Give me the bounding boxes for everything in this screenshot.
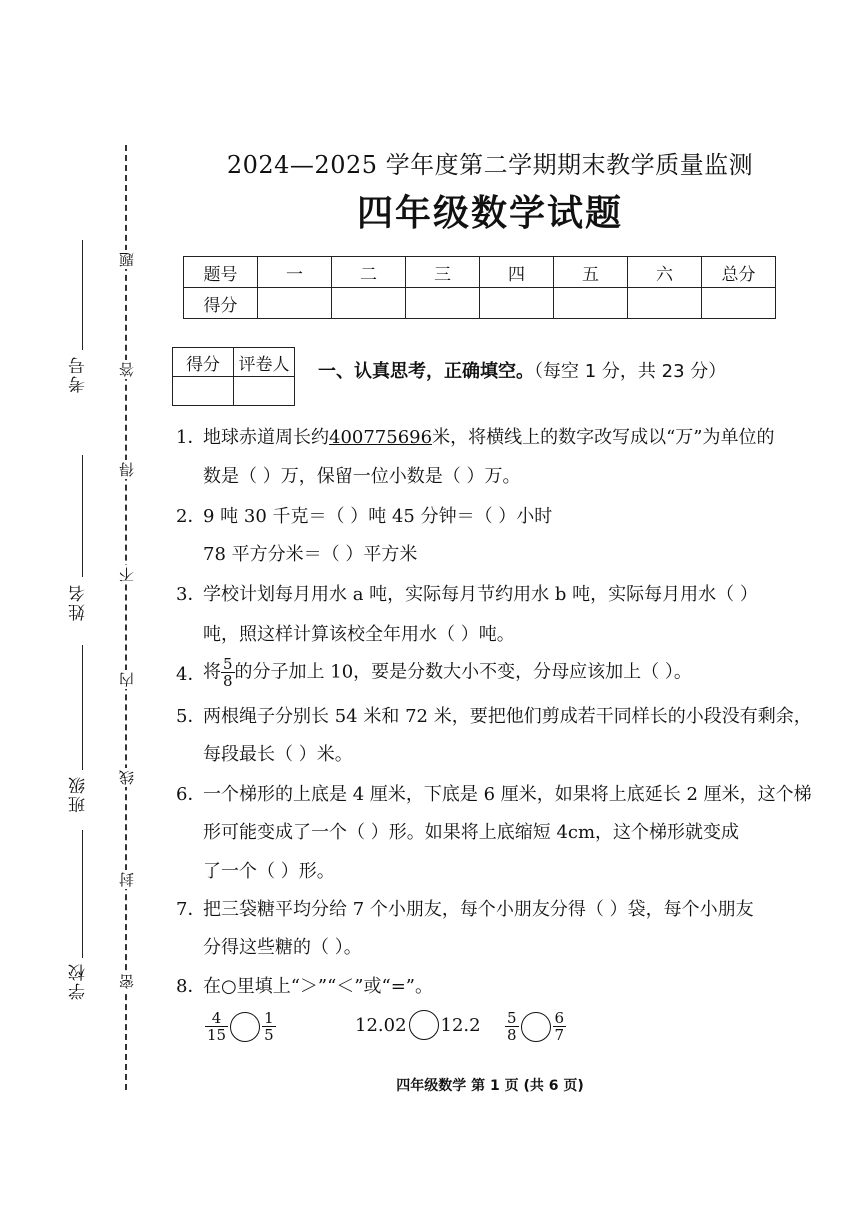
seal-dashed-line [125, 145, 127, 1090]
section-title: 一、认真思考，正确填空。 [318, 361, 534, 382]
question-number: 1． [176, 427, 206, 448]
exam-no-line [82, 240, 83, 350]
section-points: （每空 1 分，共 23 分） [534, 361, 727, 382]
score-table-score-row [184, 288, 776, 319]
grader-score-label: 得分 [173, 348, 234, 377]
question-number: 6． [176, 784, 206, 805]
answer-circle[interactable] [409, 1010, 439, 1040]
fraction-numerator: 5 [507, 1009, 517, 1027]
exam-title: 2024—2025 学年度第二学期期末教学质量监测 [226, 151, 754, 179]
score-table-cell: 一 [258, 257, 332, 288]
seal-char: 封 [118, 872, 136, 887]
question-line[interactable]: 把三袋糖平均分给 7 个小朋友，每个小朋友分得（ ）袋，每个小朋友 [203, 899, 754, 920]
question-line[interactable]: 分得这些糖的（ ）。 [203, 937, 362, 958]
comparison-1 [205, 1010, 276, 1043]
score-table-cell: 题号 [184, 257, 258, 288]
question-line: 两根绳子分别长 54 米和 72 米，要把他们剪成若干同样长的小段没有剩余， [203, 706, 812, 727]
score-entry-cell[interactable] [258, 288, 332, 319]
question-line: 一个梯形的上底是 4 厘米，下底是 6 厘米，如果将上底延长 2 厘米，这个梯 [203, 784, 812, 805]
question-line[interactable]: 9 吨 30 千克＝（ ）吨 45 分钟＝（ ）小时 [203, 506, 553, 527]
score-table [183, 256, 776, 319]
fraction-numerator: 1 [264, 1009, 274, 1027]
score-table-cell: 五 [554, 257, 628, 288]
question-line[interactable]: 78 平方分米＝（ ）平方米 [203, 544, 418, 565]
question-text: 地球赤道周长约 [203, 427, 329, 448]
fraction-denominator: 8 [507, 1026, 517, 1044]
seal-char: 线 [118, 770, 136, 785]
fraction-denominator: 5 [264, 1026, 274, 1044]
question-number: 7． [176, 899, 206, 920]
seal-char: 不 [118, 567, 136, 582]
question-line[interactable] [203, 656, 692, 689]
question-text: 米，将横线上的数字改写成以“万”为单位的 [432, 427, 775, 448]
school-label: 学校 [69, 962, 89, 1000]
name-line [82, 455, 83, 577]
score-table-cell: 四 [480, 257, 554, 288]
question-number: 3． [176, 584, 206, 605]
class-label: 班级 [69, 775, 89, 813]
question-line[interactable]: 学校计划每月用水 a 吨，实际每月节约用水 b 吨，实际每月用水（ ） [203, 584, 758, 605]
score-entry-cell[interactable] [554, 288, 628, 319]
question-line[interactable]: 形可能变成了一个（ ）形。如果将上底缩短 4cm，这个梯形就变成 [203, 822, 740, 843]
question-line[interactable]: 每段最长（ ）米。 [203, 744, 353, 765]
answer-circle[interactable] [521, 1012, 551, 1042]
seal-char: 得 [118, 462, 136, 477]
exam-no-label: 考号 [69, 355, 89, 393]
exam-subtitle: 四年级数学试题 [356, 193, 623, 234]
decimal-value: 12.2 [440, 1014, 481, 1036]
question-text: 的分子加上 10，要是分数大小不变，分母应该加上（ ）。 [234, 661, 692, 683]
class-line [82, 645, 83, 770]
fraction [262, 1010, 276, 1043]
fraction [553, 1010, 567, 1043]
question-line: 在○里填上“＞”“＜”或“=”。 [203, 976, 434, 997]
score-entry-cell[interactable] [702, 288, 776, 319]
fraction-numerator: 5 [223, 655, 233, 673]
score-entry-cell[interactable] [628, 288, 702, 319]
section-heading [318, 357, 726, 383]
score-entry-cell[interactable] [406, 288, 480, 319]
question-line[interactable]: 吨，照这样计算该校全年用水（ ）吨。 [203, 624, 515, 645]
score-table-cell: 二 [332, 257, 406, 288]
score-table-header-row [184, 257, 776, 288]
underlined-number: 400775696 [329, 427, 433, 448]
seal-char: 题 [118, 252, 136, 267]
fraction-numerator: 4 [205, 1010, 228, 1027]
question-line[interactable]: 了一个（ ）形。 [203, 861, 335, 882]
score-table-cell: 得分 [184, 288, 258, 319]
page-footer: 四年级数学 第 1 页 (共 6 页) [396, 1078, 584, 1094]
seal-char: 答 [118, 362, 136, 377]
fraction-denominator: 8 [223, 672, 233, 690]
grader-name-cell[interactable] [234, 377, 295, 406]
question-number: 5． [176, 706, 206, 727]
grader-table [172, 347, 295, 406]
grader-name-label: 评卷人 [234, 348, 295, 377]
fraction-denominator: 7 [554, 1026, 565, 1044]
answer-circle[interactable] [230, 1012, 260, 1042]
question-number: 8． [176, 976, 206, 997]
fraction [505, 1010, 519, 1043]
seal-char: 内 [118, 672, 136, 687]
fraction-numerator: 6 [554, 1009, 565, 1027]
name-label: 姓名 [69, 583, 89, 621]
school-line [82, 830, 83, 958]
seal-char: 密 [118, 974, 136, 989]
grader-score-cell[interactable] [173, 377, 234, 406]
comparison-3 [505, 1010, 566, 1043]
fraction [221, 656, 235, 689]
question-text: 将 [203, 661, 221, 683]
fraction [205, 1010, 228, 1043]
question-number: 2． [176, 506, 206, 527]
score-entry-cell[interactable] [480, 288, 554, 319]
question-line [203, 428, 774, 448]
fraction-denominator: 15 [207, 1026, 227, 1044]
score-table-cell: 三 [406, 257, 480, 288]
score-table-cell: 总分 [702, 257, 776, 288]
score-entry-cell[interactable] [332, 288, 406, 319]
question-line[interactable]: 数是（ ）万，保留一位小数是（ ）万。 [203, 466, 521, 487]
decimal-value: 12.02 [355, 1014, 407, 1036]
comparison-2 [355, 1010, 481, 1040]
score-table-cell: 六 [628, 257, 702, 288]
question-number: 4． [176, 664, 206, 685]
